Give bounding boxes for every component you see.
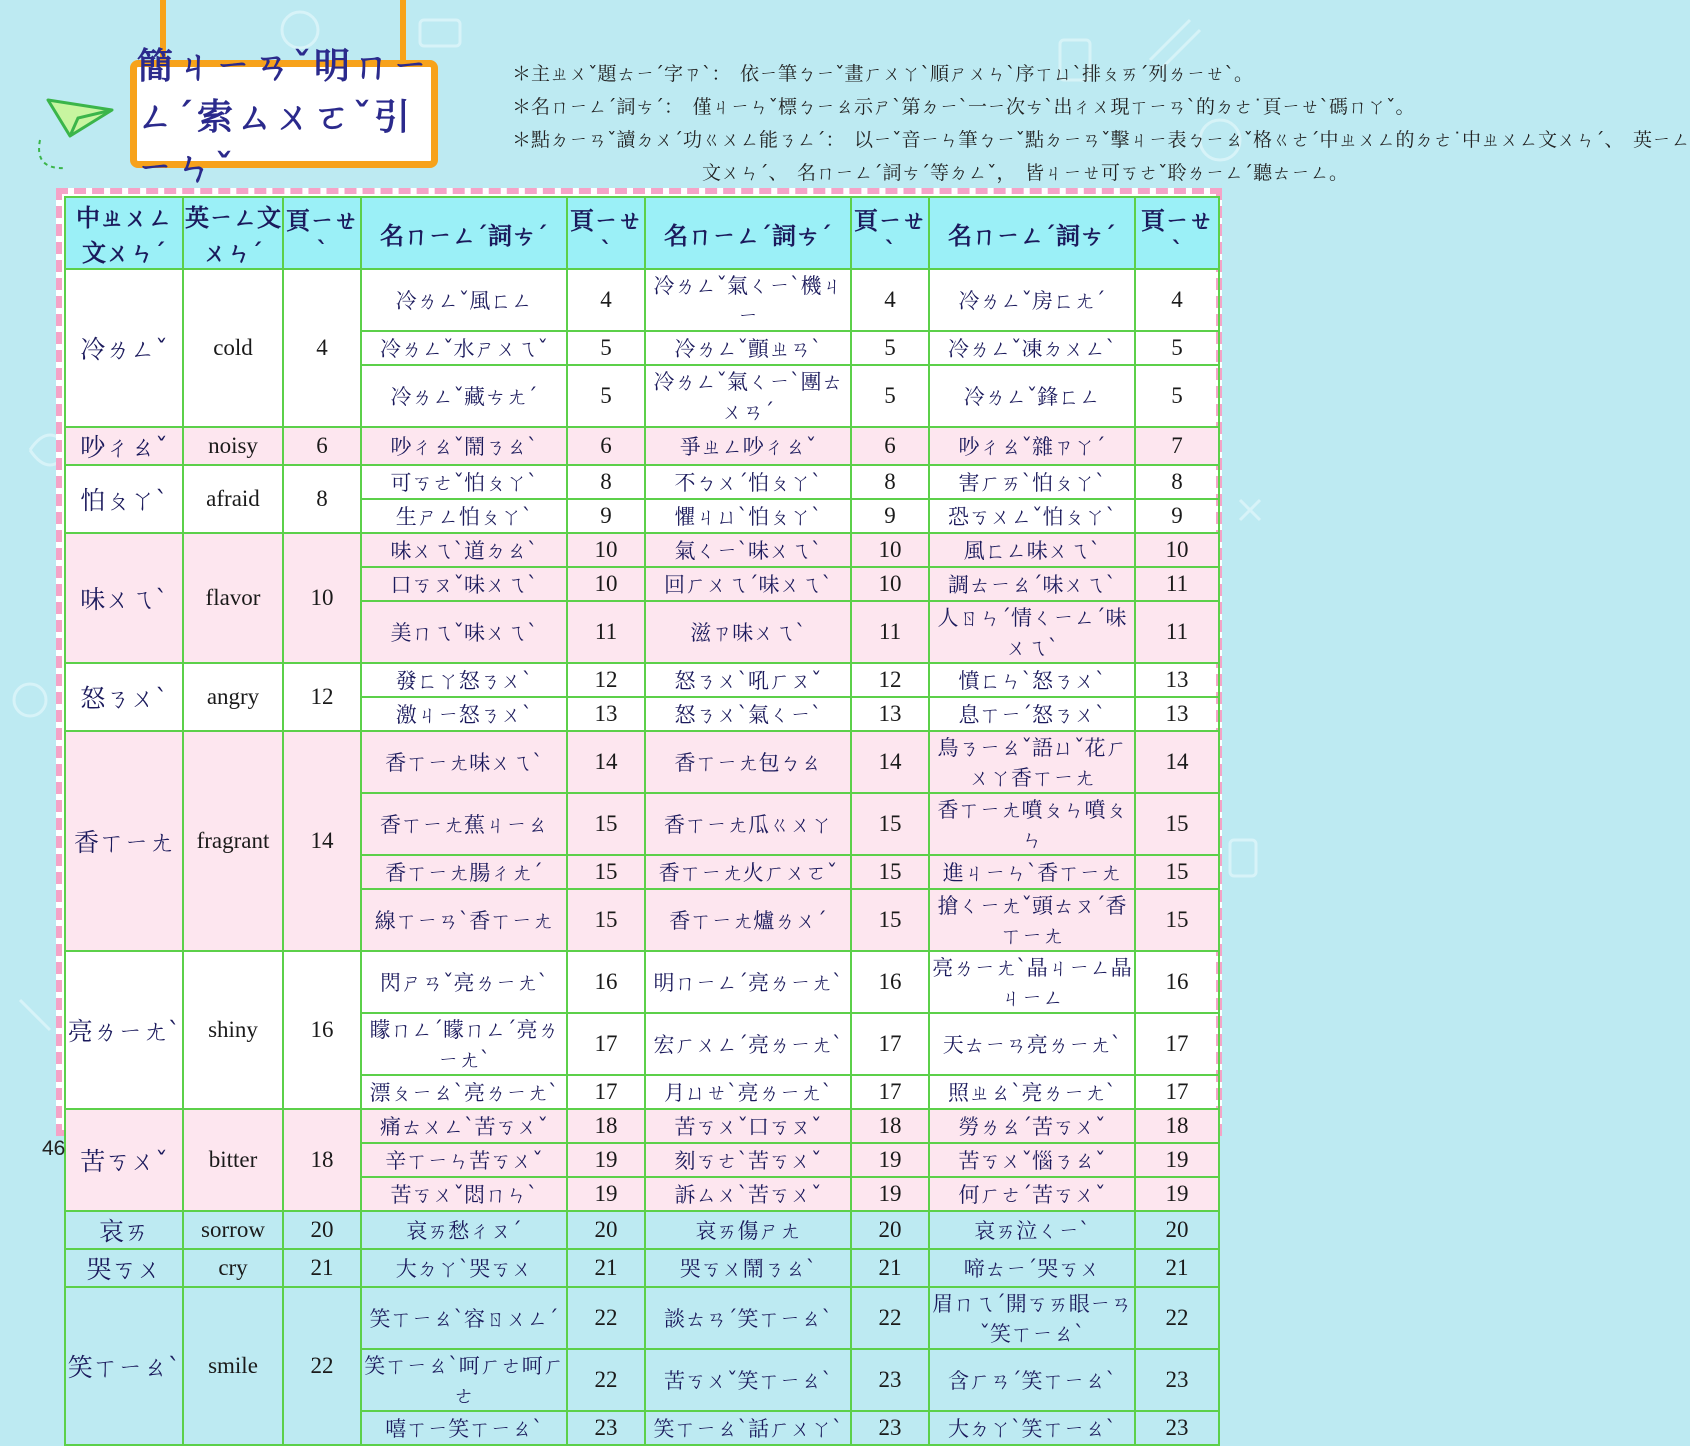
term-page-cell: 10 — [567, 567, 645, 601]
table-row — [65, 663, 1219, 697]
term-cell[interactable]: 恐ㄎㄨㄥˇ怕ㄆㄚˋ — [929, 499, 1135, 533]
term-cell[interactable]: 冷ㄌㄥˇ顫ㄓㄢˋ — [645, 331, 851, 365]
term-cell[interactable]: 香ㄒㄧㄤ噴ㄆㄣ噴ㄆㄣ — [929, 793, 1135, 855]
instruction-line: ＊名ㄇㄧㄥˊ詞ㄘˊ： 僅ㄐㄧㄣˇ標ㄅㄧㄠ示ㄕˋ第ㄉㄧˋ一ㄧ次ㄘˋ出ㄔㄨ現ㄒㄧㄢˋ的ㄉㄜ˙頁ㄧㄝˋ碼ㄇㄚˇ。 — [512, 96, 1415, 118]
term-cell[interactable]: 生ㄕㄥ怕ㄆㄚˋ — [361, 499, 567, 533]
term-cell[interactable]: 口ㄎㄡˇ味ㄨㄟˋ — [361, 567, 567, 601]
term-page-cell: 21 — [1135, 1249, 1219, 1287]
term-cell[interactable]: 懼ㄐㄩˋ怕ㄆㄚˋ — [645, 499, 851, 533]
main-page-cell: 10 — [283, 533, 361, 663]
term-cell[interactable]: 憤ㄈㄣˋ怒ㄋㄨˋ — [929, 663, 1135, 697]
term-page-cell: 17 — [851, 1075, 929, 1109]
chinese-word-cell[interactable]: 味ㄨㄟˋ — [65, 533, 183, 663]
term-page-cell: 13 — [1135, 663, 1219, 697]
term-page-cell: 10 — [1135, 533, 1219, 567]
chinese-word-cell[interactable]: 怕ㄆㄚˋ — [65, 465, 183, 533]
main-page-cell: 12 — [283, 663, 361, 731]
english-word-cell[interactable]: cry — [183, 1249, 283, 1287]
term-page-cell: 8 — [851, 465, 929, 499]
term-cell[interactable]: 眉ㄇㄟˊ開ㄎㄞ眼ㄧㄢˇ笑ㄒㄧㄠˋ — [929, 1287, 1135, 1349]
term-cell[interactable]: 訴ㄙㄨˋ苦ㄎㄨˇ — [645, 1177, 851, 1211]
term-page-cell: 18 — [1135, 1109, 1219, 1143]
term-cell[interactable]: 冷ㄌㄥˇ凍ㄉㄨㄥˋ — [929, 331, 1135, 365]
term-page-cell: 15 — [851, 855, 929, 889]
term-cell[interactable]: 冷ㄌㄥˇ鋒ㄈㄥ — [929, 365, 1135, 427]
term-cell[interactable]: 吵ㄔㄠˇ雜ㄗㄚˊ — [929, 427, 1135, 465]
page-title: 簡ㄐㄧㄢˇ明ㄇㄧㄥˊ索ㄙㄨㄛˇ引ㄧㄣˇ — [137, 44, 432, 189]
term-cell[interactable]: 月ㄩㄝˋ亮ㄌㄧㄤˋ — [645, 1075, 851, 1109]
table-row — [65, 1287, 1219, 1349]
table-row — [65, 731, 1219, 793]
term-cell[interactable]: 苦ㄎㄨˇ口ㄎㄡˇ — [645, 1109, 851, 1143]
english-word-cell[interactable]: fragrant — [183, 731, 283, 951]
term-page-cell: 16 — [851, 951, 929, 1013]
term-cell[interactable]: 氣ㄑㄧˋ味ㄨㄟˋ — [645, 533, 851, 567]
term-page-cell: 15 — [851, 793, 929, 855]
english-word-cell[interactable]: noisy — [183, 427, 283, 465]
paper-plane-icon — [30, 80, 120, 170]
term-page-cell: 10 — [851, 567, 929, 601]
term-page-cell: 16 — [567, 951, 645, 1013]
term-cell[interactable]: 照ㄓㄠˋ亮ㄌㄧㄤˋ — [929, 1075, 1135, 1109]
term-page-cell: 5 — [851, 331, 929, 365]
term-page-cell: 17 — [851, 1013, 929, 1075]
term-page-cell: 23 — [567, 1411, 645, 1445]
term-cell[interactable]: 息ㄒㄧˊ怒ㄋㄨˋ — [929, 697, 1135, 731]
term-cell[interactable]: 滋ㄗ味ㄨㄟˋ — [645, 601, 851, 663]
term-page-cell: 23 — [851, 1411, 929, 1445]
term-cell[interactable]: 漂ㄆㄧㄠˋ亮ㄌㄧㄤˋ — [361, 1075, 567, 1109]
english-word-cell[interactable]: smile — [183, 1287, 283, 1445]
term-page-cell: 9 — [567, 499, 645, 533]
term-cell[interactable]: 何ㄏㄜˊ苦ㄎㄨˇ — [929, 1177, 1135, 1211]
term-cell[interactable]: 鳥ㄋㄧㄠˇ語ㄩˇ花ㄏㄨㄚ香ㄒㄧㄤ — [929, 731, 1135, 793]
table-row — [65, 269, 1219, 331]
term-page-cell: 22 — [567, 1287, 645, 1349]
term-page-cell: 11 — [1135, 567, 1219, 601]
term-page-cell: 16 — [1135, 951, 1219, 1013]
index-table-panel — [56, 188, 1222, 1441]
term-cell[interactable]: 含ㄏㄢˊ笑ㄒㄧㄠˋ — [929, 1349, 1135, 1411]
term-page-cell: 23 — [1135, 1411, 1219, 1445]
term-cell[interactable]: 冷ㄌㄥˇ氣ㄑㄧˋ機ㄐㄧ — [645, 269, 851, 331]
chinese-word-cell[interactable]: 吵ㄔㄠˇ — [65, 427, 183, 465]
chinese-word-cell[interactable]: 苦ㄎㄨˇ — [65, 1109, 183, 1211]
term-cell[interactable]: 哀ㄞ泣ㄑㄧˋ — [929, 1211, 1135, 1249]
main-page-cell: 14 — [283, 731, 361, 951]
term-page-cell: 10 — [567, 533, 645, 567]
term-page-cell: 5 — [1135, 331, 1219, 365]
term-cell[interactable]: 冷ㄌㄥˇ風ㄈㄥ — [361, 269, 567, 331]
instructions-block — [512, 58, 1690, 190]
main-page-cell: 4 — [283, 269, 361, 427]
term-cell[interactable]: 害ㄏㄞˋ怕ㄆㄚˋ — [929, 465, 1135, 499]
term-cell[interactable]: 調ㄊㄧㄠˊ味ㄨㄟˋ — [929, 567, 1135, 601]
term-cell[interactable]: 怒ㄋㄨˋ氣ㄑㄧˋ — [645, 697, 851, 731]
term-cell[interactable]: 香ㄒㄧㄤ味ㄨㄟˋ — [361, 731, 567, 793]
table-row — [65, 1249, 1219, 1287]
term-cell[interactable]: 笑ㄒㄧㄠˋ呵ㄏㄜ呵ㄏㄜ — [361, 1349, 567, 1411]
english-word-cell[interactable]: sorrow — [183, 1211, 283, 1249]
term-page-cell: 8 — [1135, 465, 1219, 499]
table-row — [65, 1211, 1219, 1249]
term-cell[interactable]: 不ㄅㄨˊ怕ㄆㄚˋ — [645, 465, 851, 499]
table-header-row — [65, 197, 1219, 269]
term-cell[interactable]: 香ㄒㄧㄤ蕉ㄐㄧㄠ — [361, 793, 567, 855]
term-page-cell: 14 — [1135, 731, 1219, 793]
term-page-cell: 9 — [1135, 499, 1219, 533]
term-page-cell: 8 — [567, 465, 645, 499]
term-cell[interactable]: 笑ㄒㄧㄠˋ話ㄏㄨㄚˋ — [645, 1411, 851, 1445]
term-page-cell: 5 — [567, 331, 645, 365]
term-cell[interactable]: 笑ㄒㄧㄠˋ容ㄖㄨㄥˊ — [361, 1287, 567, 1349]
term-cell[interactable]: 冷ㄌㄥˇ房ㄈㄤˊ — [929, 269, 1135, 331]
english-word-cell[interactable]: flavor — [183, 533, 283, 663]
term-page-cell: 19 — [851, 1177, 929, 1211]
term-page-cell: 4 — [1135, 269, 1219, 331]
term-page-cell: 18 — [567, 1109, 645, 1143]
term-cell[interactable]: 大ㄉㄚˋ哭ㄎㄨ — [361, 1249, 567, 1287]
term-cell[interactable]: 苦ㄎㄨˇ惱ㄋㄠˇ — [929, 1143, 1135, 1177]
term-page-cell: 22 — [851, 1287, 929, 1349]
term-cell[interactable]: 哀ㄞ傷ㄕㄤ — [645, 1211, 851, 1249]
instruction-line: ＊主ㄓㄨˇ題ㄊㄧˊ字ㄗˋ： 依ㄧ筆ㄅㄧˇ畫ㄏㄨㄚˋ順ㄕㄨㄣˋ序ㄒㄩˋ排ㄆㄞˊ列ㄌㄧㄝˋ。 — [512, 63, 1254, 85]
header-chinese[interactable]: 中ㄓㄨㄥ文ㄨㄣˊ — [65, 197, 183, 269]
term-page-cell: 20 — [1135, 1211, 1219, 1249]
term-page-cell: 13 — [1135, 697, 1219, 731]
term-cell[interactable]: 人ㄖㄣˊ情ㄑㄧㄥˊ味ㄨㄟˋ — [929, 601, 1135, 663]
term-page-cell: 12 — [851, 663, 929, 697]
term-cell[interactable]: 線ㄒㄧㄢˋ香ㄒㄧㄤ — [361, 889, 567, 951]
term-cell[interactable]: 哭ㄎㄨ鬧ㄋㄠˋ — [645, 1249, 851, 1287]
term-page-cell: 11 — [567, 601, 645, 663]
term-page-cell: 5 — [851, 365, 929, 427]
table-row — [65, 951, 1219, 1013]
term-cell[interactable]: 怒ㄋㄨˋ吼ㄏㄡˇ — [645, 663, 851, 697]
term-page-cell: 17 — [567, 1013, 645, 1075]
main-page-cell: 22 — [283, 1287, 361, 1445]
table-row — [65, 465, 1219, 499]
english-word-cell[interactable]: shiny — [183, 951, 283, 1109]
term-cell[interactable]: 激ㄐㄧ怒ㄋㄨˋ — [361, 697, 567, 731]
term-page-cell: 19 — [567, 1177, 645, 1211]
term-cell[interactable]: 美ㄇㄟˇ味ㄨㄟˋ — [361, 601, 567, 663]
term-cell[interactable]: 香ㄒㄧㄤ包ㄅㄠ — [645, 731, 851, 793]
term-page-cell: 11 — [851, 601, 929, 663]
main-page-cell: 6 — [283, 427, 361, 465]
term-cell[interactable]: 可ㄎㄜˇ怕ㄆㄚˋ — [361, 465, 567, 499]
index-table — [64, 196, 1220, 1446]
header-term[interactable]: 名ㄇㄧㄥˊ詞ㄘˊ — [929, 197, 1135, 269]
term-page-cell: 23 — [851, 1349, 929, 1411]
instruction-line: 文ㄨㄣˊ、 名ㄇㄧㄥˊ詞ㄘˊ等ㄉㄥˇ， 皆ㄐㄧㄝ可ㄎㄜˇ聆ㄌㄧㄥˊ聽ㄊㄧㄥ。 — [702, 162, 1349, 184]
header-page: 頁ㄧㄝˋ — [567, 197, 645, 269]
term-page-cell: 15 — [1135, 793, 1219, 855]
header-term[interactable]: 名ㄇㄧㄥˊ詞ㄘˊ — [645, 197, 851, 269]
chinese-word-cell[interactable]: 笑ㄒㄧㄠˋ — [65, 1287, 183, 1445]
term-page-cell: 21 — [567, 1249, 645, 1287]
term-cell[interactable]: 吵ㄔㄠˇ鬧ㄋㄠˋ — [361, 427, 567, 465]
term-cell[interactable]: 刻ㄎㄜˋ苦ㄎㄨˇ — [645, 1143, 851, 1177]
term-page-cell: 18 — [851, 1109, 929, 1143]
term-page-cell: 11 — [1135, 601, 1219, 663]
term-page-cell: 22 — [1135, 1287, 1219, 1349]
term-cell[interactable]: 香ㄒㄧㄤ火ㄏㄨㄛˇ — [645, 855, 851, 889]
term-cell[interactable]: 閃ㄕㄢˇ亮ㄌㄧㄤˋ — [361, 951, 567, 1013]
term-cell[interactable]: 亮ㄌㄧㄤˋ晶ㄐㄧㄥ晶ㄐㄧㄥ — [929, 951, 1135, 1013]
term-page-cell: 20 — [851, 1211, 929, 1249]
term-page-cell: 21 — [851, 1249, 929, 1287]
header-page: 頁ㄧㄝˋ — [1135, 197, 1219, 269]
english-word-cell[interactable]: afraid — [183, 465, 283, 533]
chinese-word-cell[interactable]: 亮ㄌㄧㄤˋ — [65, 951, 183, 1109]
chinese-word-cell[interactable]: 怒ㄋㄨˋ — [65, 663, 183, 731]
term-cell[interactable]: 啼ㄊㄧˊ哭ㄎㄨ — [929, 1249, 1135, 1287]
term-page-cell: 17 — [567, 1075, 645, 1109]
term-cell[interactable]: 爭ㄓㄥ吵ㄔㄠˇ — [645, 427, 851, 465]
main-page-cell: 16 — [283, 951, 361, 1109]
term-page-cell: 17 — [1135, 1013, 1219, 1075]
main-page-cell: 8 — [283, 465, 361, 533]
term-page-cell: 15 — [567, 793, 645, 855]
term-page-cell: 4 — [567, 269, 645, 331]
term-cell[interactable]: 香ㄒㄧㄤ腸ㄔㄤˊ — [361, 855, 567, 889]
term-page-cell: 23 — [1135, 1349, 1219, 1411]
term-cell[interactable]: 冷ㄌㄥˇ藏ㄘㄤˊ — [361, 365, 567, 427]
term-page-cell: 15 — [1135, 855, 1219, 889]
term-cell[interactable]: 痛ㄊㄨㄥˋ苦ㄎㄨˇ — [361, 1109, 567, 1143]
term-page-cell: 15 — [851, 889, 929, 951]
term-cell[interactable]: 進ㄐㄧㄣˋ香ㄒㄧㄤ — [929, 855, 1135, 889]
term-cell[interactable]: 搶ㄑㄧㄤˇ頭ㄊㄡˊ香ㄒㄧㄤ — [929, 889, 1135, 951]
term-page-cell: 4 — [851, 269, 929, 331]
term-cell[interactable]: 苦ㄎㄨˇ悶ㄇㄣˋ — [361, 1177, 567, 1211]
term-cell[interactable]: 發ㄈㄚ怒ㄋㄨˋ — [361, 663, 567, 697]
page-number: 46 — [42, 1137, 66, 1160]
chinese-word-cell[interactable]: 香ㄒㄧㄤ — [65, 731, 183, 951]
term-page-cell: 19 — [1135, 1177, 1219, 1211]
chinese-word-cell[interactable]: 哀ㄞ — [65, 1211, 183, 1249]
term-page-cell: 12 — [567, 663, 645, 697]
chinese-word-cell[interactable]: 冷ㄌㄥˇ — [65, 269, 183, 427]
term-page-cell: 15 — [567, 889, 645, 951]
table-row — [65, 1109, 1219, 1143]
term-page-cell: 15 — [567, 855, 645, 889]
chinese-word-cell[interactable]: 哭ㄎㄨ — [65, 1249, 183, 1287]
term-page-cell: 7 — [1135, 427, 1219, 465]
term-page-cell: 13 — [567, 697, 645, 731]
term-cell[interactable]: 嘻ㄒㄧ笑ㄒㄧㄠˋ — [361, 1411, 567, 1445]
title-frame — [130, 44, 438, 189]
term-page-cell: 14 — [851, 731, 929, 793]
table-row — [65, 533, 1219, 567]
term-cell[interactable]: 香ㄒㄧㄤ瓜ㄍㄨㄚ — [645, 793, 851, 855]
term-cell[interactable]: 天ㄊㄧㄢ亮ㄌㄧㄤˋ — [929, 1013, 1135, 1075]
term-cell[interactable]: 談ㄊㄢˊ笑ㄒㄧㄠˋ — [645, 1287, 851, 1349]
term-page-cell: 17 — [1135, 1075, 1219, 1109]
term-cell[interactable]: 矇ㄇㄥˊ矇ㄇㄥˊ亮ㄌㄧㄤˋ — [361, 1013, 567, 1075]
term-page-cell: 22 — [567, 1349, 645, 1411]
term-page-cell: 15 — [1135, 889, 1219, 951]
term-cell[interactable]: 苦ㄎㄨˇ笑ㄒㄧㄠˋ — [645, 1349, 851, 1411]
term-cell[interactable]: 味ㄨㄟˋ道ㄉㄠˋ — [361, 533, 567, 567]
header-page: 頁ㄧㄝˋ — [283, 197, 361, 269]
term-cell[interactable]: 勞ㄌㄠˊ苦ㄎㄨˇ — [929, 1109, 1135, 1143]
term-page-cell: 6 — [851, 427, 929, 465]
term-page-cell: 9 — [851, 499, 929, 533]
header-term[interactable]: 名ㄇㄧㄥˊ詞ㄘˊ — [361, 197, 567, 269]
term-page-cell: 5 — [567, 365, 645, 427]
main-page-cell: 20 — [283, 1211, 361, 1249]
english-word-cell[interactable]: cold — [183, 269, 283, 427]
term-page-cell: 6 — [567, 427, 645, 465]
term-page-cell: 19 — [1135, 1143, 1219, 1177]
term-cell[interactable]: 明ㄇㄧㄥˊ亮ㄌㄧㄤˋ — [645, 951, 851, 1013]
main-page-cell: 21 — [283, 1249, 361, 1287]
english-word-cell[interactable]: bitter — [183, 1109, 283, 1211]
term-cell[interactable]: 風ㄈㄥ味ㄨㄟˋ — [929, 533, 1135, 567]
header-english[interactable]: 英ㄧㄥ文ㄨㄣˊ — [183, 197, 283, 269]
term-page-cell: 10 — [851, 533, 929, 567]
main-page-cell: 18 — [283, 1109, 361, 1211]
term-page-cell: 13 — [851, 697, 929, 731]
term-page-cell: 20 — [567, 1211, 645, 1249]
term-cell[interactable]: 大ㄉㄚˋ笑ㄒㄧㄠˋ — [929, 1411, 1135, 1445]
term-cell[interactable]: 宏ㄏㄨㄥˊ亮ㄌㄧㄤˋ — [645, 1013, 851, 1075]
title-panel — [130, 44, 438, 189]
term-cell[interactable]: 香ㄒㄧㄤ爐ㄌㄨˊ — [645, 889, 851, 951]
term-cell[interactable]: 哀ㄞ愁ㄔㄡˊ — [361, 1211, 567, 1249]
term-cell[interactable]: 辛ㄒㄧㄣ苦ㄎㄨˇ — [361, 1143, 567, 1177]
term-cell[interactable]: 冷ㄌㄥˇ水ㄕㄨㄟˇ — [361, 331, 567, 365]
term-page-cell: 19 — [851, 1143, 929, 1177]
english-word-cell[interactable]: angry — [183, 663, 283, 731]
term-cell[interactable]: 冷ㄌㄥˇ氣ㄑㄧˋ團ㄊㄨㄢˊ — [645, 365, 851, 427]
instruction-line: ＊點ㄉㄧㄢˇ讀ㄉㄨˊ功ㄍㄨㄥ能ㄋㄥˊ： 以ㄧˇ音ㄧㄣ筆ㄅㄧˇ點ㄉㄧㄢˇ擊ㄐㄧ表ㄅㄧㄠˇ格ㄍㄜˊ中ㄓㄨㄥ的ㄉㄜ˙中ㄓㄨㄥ文ㄨㄣˊ、 英ㄧㄥ — [512, 129, 1690, 151]
term-page-cell: 14 — [567, 731, 645, 793]
table-row — [65, 427, 1219, 465]
term-page-cell: 19 — [567, 1143, 645, 1177]
header-page: 頁ㄧㄝˋ — [851, 197, 929, 269]
term-cell[interactable]: 回ㄏㄨㄟˊ味ㄨㄟˋ — [645, 567, 851, 601]
term-page-cell: 5 — [1135, 365, 1219, 427]
